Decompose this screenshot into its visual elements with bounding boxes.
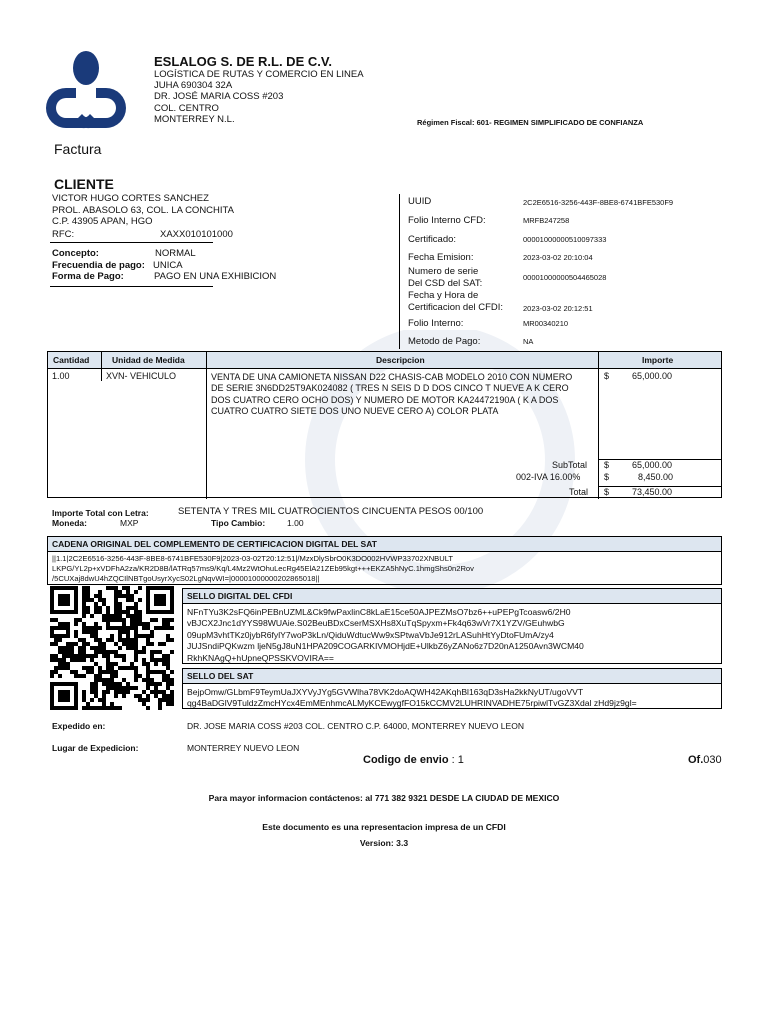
cliente-name: VICTOR HUGO CORTES SANCHEZ (52, 193, 209, 204)
subtotal-label: SubTotal (552, 460, 588, 470)
of-label: Of. (688, 754, 704, 766)
divider (50, 242, 213, 243)
cliente-cp: C.P. 43905 APAN, HGO (52, 216, 153, 227)
serie-value: 00001000000504465028 (523, 273, 607, 282)
desc-line: CUATRO CUATRO SIETE DOS UNO NUEVE CERO A) COLOR PLATA (211, 405, 499, 416)
of-value: 030 (703, 754, 722, 766)
rfc-label: RFC: (52, 229, 75, 240)
codigo-sep: : (448, 754, 458, 766)
col-divider (206, 352, 207, 499)
item-currency: $ (604, 371, 610, 381)
desc-line: DOS CUATRO CERO OCHO DOS) Y NUMERO DE MOTOR KA24472190A ( K A DOS (211, 394, 559, 405)
item-unidad: XVN- VEHICULO (106, 371, 177, 381)
cadena-line: ||1.1|2C2E6516-3256-443F-8BE8-6741BFE530F9|2023-03-02T20:12:51|/MzxDlySbrO0K3DO002HVWP33702XNBULT (52, 554, 454, 563)
forma-value: PAGO EN UNA EXHIBICION (154, 271, 277, 282)
sello-sat-box (182, 668, 722, 709)
sello-sat-text (187, 687, 637, 710)
fh-value: 2023-03-02 20:12:51 (523, 304, 593, 313)
subtotal-currency: $ (604, 460, 610, 470)
sello-sat-header (182, 668, 722, 684)
lugar-label: Lugar de Expedicion: (52, 743, 139, 753)
lugar-value: MONTERREY NUEVO LEON (187, 743, 300, 753)
codigo-label: Codigo de envio (363, 754, 449, 766)
cadena-box (47, 536, 722, 585)
iva-label: 002-IVA 16.00% (516, 472, 581, 482)
iva-currency: $ (604, 472, 610, 482)
sello-sat-line: BejpOmw/GLbmF9TeymUaJXYVyJYg5GVWlha78VK2doAQWH42AKqhBl163qD3sHa2kkNyUT/ugoVVT (187, 687, 584, 697)
company-logo (40, 46, 132, 132)
items-header (47, 351, 722, 369)
uuid-label: UUID (408, 196, 432, 207)
moneda-value: MXP (120, 518, 139, 528)
desc-line: VENTA DE UNA CAMIONETA NISSAN D22 CHASIS-CAB MODELO 2010 CON NUMERO (211, 372, 573, 382)
col-importe: Importe (642, 355, 674, 365)
serie-label-1: Numero de serie (408, 266, 479, 277)
letra-value: SETENTA Y TRES MIL CUATROCIENTOS CINCUENTA PESOS 00/100 (178, 506, 484, 517)
expedido-label: Expedido en: (52, 721, 106, 731)
cadena-title: CADENA ORIGINAL DEL COMPLEMENTO DE CERTIFICACION DIGITAL DEL SAT (52, 539, 377, 549)
concepto-label: Concepto: (52, 248, 99, 259)
codigo-value: 1 (457, 754, 464, 766)
sello-cfdi-line: NFnTYu3K2sFQ6inPEBnUZML&Ck9fwPaxlinC8kLaE15ce50AJPEZMsO7bz6++uPEPgTcoasw6/2H0 (187, 607, 571, 617)
divider (50, 286, 213, 287)
frecuencia-value: UNICA (153, 260, 183, 271)
total-label: Total (569, 487, 589, 497)
sello-cfdi-line: 09upM3vhtTKz0jybR6fylY7woP3kLn/QiduWdtucWw9xSPtwaVbJe912rLASuhHtYyDtoFUmA/zy4 (187, 629, 554, 640)
tipo-cambio-label: Tipo Cambio: (211, 518, 266, 528)
sello-cfdi-title: SELLO DIGITAL DEL CFDI (187, 591, 293, 601)
uuid-value: 2C2E6516-3256-443F-8BE8-6741BFE530F9 (523, 198, 674, 207)
forma-label: Forma de Pago: (52, 271, 124, 282)
sello-sat-title: SELLO DEL SAT (187, 671, 254, 681)
sello-sat-line: qg4BaDGlV9TuldzZmcHYcx4EmMEnhmcALMyKCEwygfFO15kCCMV2LUHRINVADHE75rpiwlTvGZ3Xdal zHd9jz9gl= (187, 698, 637, 709)
rfc-value: XAXX010101000 (160, 229, 233, 240)
col-divider (101, 369, 102, 381)
footer-version: Version: 3.3 (359, 838, 409, 848)
sello-cfdi-header (182, 588, 722, 604)
regimen-fiscal: Régimen Fiscal: 601- REGIMEN SIMPLIFICADO DE CONFIANZA (417, 118, 644, 127)
codigo-envio (363, 754, 464, 766)
company-name: ESLALOG S. DE R.L. DE C.V. (154, 54, 332, 69)
fh-label-1: Fecha y Hora de (408, 290, 479, 301)
serie-label (408, 266, 482, 289)
fh-label-2: Certificacion del CFDI: (408, 301, 504, 313)
cliente-address: PROL. ABASOLO 63, COL. LA CONCHITA (52, 204, 234, 216)
cliente-info (52, 193, 234, 228)
sello-cfdi-text (187, 607, 584, 664)
moneda-label: Moneda: (52, 518, 87, 528)
col-descripcion: Descripcion (376, 355, 425, 365)
metodo-label: Metodo de Pago: (408, 336, 481, 347)
folio-int-value: MR00340210 (523, 319, 569, 328)
col-divider (598, 352, 599, 499)
col-divider (101, 352, 102, 370)
qr-code (50, 586, 174, 710)
concepto-value: NORMAL (155, 248, 196, 259)
col-cantidad: Cantidad (53, 355, 90, 365)
desc-line: DE SERIE 3N6DD25T9AK024082 ( TRES N SEIS D D DOS CINCO T NUEVE A K CERO (211, 383, 569, 394)
item-cantidad: 1.00 (52, 371, 70, 381)
company-line: COL. CENTRO (154, 102, 219, 114)
fecha-label: Fecha Emision: (408, 252, 474, 263)
item-importe: 65,000.00 (632, 371, 673, 381)
sello-cfdi-line: vBJCX2Jnc1dYYS98WUAie.S02BeuBDxCserMSXHs8XuTqSpyxm+Fk4q63wVr7X1YZV/GEuhwbG (187, 618, 565, 629)
total-currency: $ (604, 487, 610, 497)
company-line: DR. JOSÉ MARIA COSS #203 (154, 91, 284, 103)
cadena-line: /5CUXaj8dwU4hZQCIlNBTgoUsyrXycS02LgNqvWI=|00001000000202865018|| (52, 574, 320, 583)
sello-cfdi-box (182, 588, 722, 664)
folio-cfd-value: MRFB247258 (523, 216, 570, 225)
company-address (154, 69, 364, 125)
items-table (47, 351, 722, 498)
cadena-line: LKPG/YL2p+xVDFhA2za/KR2D8B/lATRq57ms9/Kq/L4Mz2WtOhuLecRg45ElA21ZEb95kgt+++EKZA5hNyC.1hmgShs0n2Rov (52, 564, 474, 573)
letra-label: Importe Total con Letra: (52, 508, 149, 518)
divider (399, 194, 400, 349)
folio-int-label: Folio Interno: (408, 318, 464, 329)
cert-value: 00001000000510097333 (523, 235, 607, 244)
serie-label-2: Del CSD del SAT: (408, 277, 483, 289)
col-unidad: Unidad de Medida (112, 355, 185, 365)
cadena-text (52, 554, 474, 584)
tipo-cambio-value: 1.00 (287, 518, 304, 528)
company-line: LOGÍSTICA DE RUTAS Y COMERCIO EN LINEA (154, 69, 364, 80)
company-line: MONTERREY N.L. (154, 113, 235, 125)
footer-representacion: Este documento es una representacion impresa de un CFDI (262, 822, 506, 832)
of-number (688, 754, 722, 766)
subtotal-value: 65,000.00 (632, 460, 673, 470)
cert-label: Certificado: (408, 234, 457, 245)
folio-cfd-label: Folio Interno CFD: (408, 215, 486, 226)
iva-value: 8,450.00 (638, 472, 674, 482)
cadena-header (47, 536, 722, 552)
fh-label (408, 290, 503, 313)
fecha-value: 2023-03-02 20:10:04 (523, 253, 593, 262)
metodo-value: NA (523, 337, 534, 346)
total-value: 73,450.00 (632, 487, 673, 497)
company-line: JUHA 690304 32A (154, 80, 233, 92)
sello-cfdi-line: JUJSndiPQKwzm ljeN5gJ8uN1HPA209COGARKIVMOHjdE+UlkbZ6yZANo6z7D20nA1250Avn3WCM40 (187, 641, 584, 652)
document-type: Factura (54, 141, 102, 157)
frecuencia-label: Frecuendia de pago: (52, 260, 145, 271)
sello-cfdi-line: RkhKNAgQ+hUpneQPSSKVOVIRA== (187, 652, 334, 663)
expedido-value: DR. JOSE MARIA COSS #203 COL. CENTRO C.P. 64000, MONTERREY NUEVO LEON (187, 721, 524, 731)
item-descripcion (211, 372, 572, 417)
footer-info: Para mayor informacion contáctenos: al 771 382 9321 DESDE LA CIUDAD DE MEXICO (208, 793, 560, 803)
cliente-heading: CLIENTE (54, 176, 114, 192)
